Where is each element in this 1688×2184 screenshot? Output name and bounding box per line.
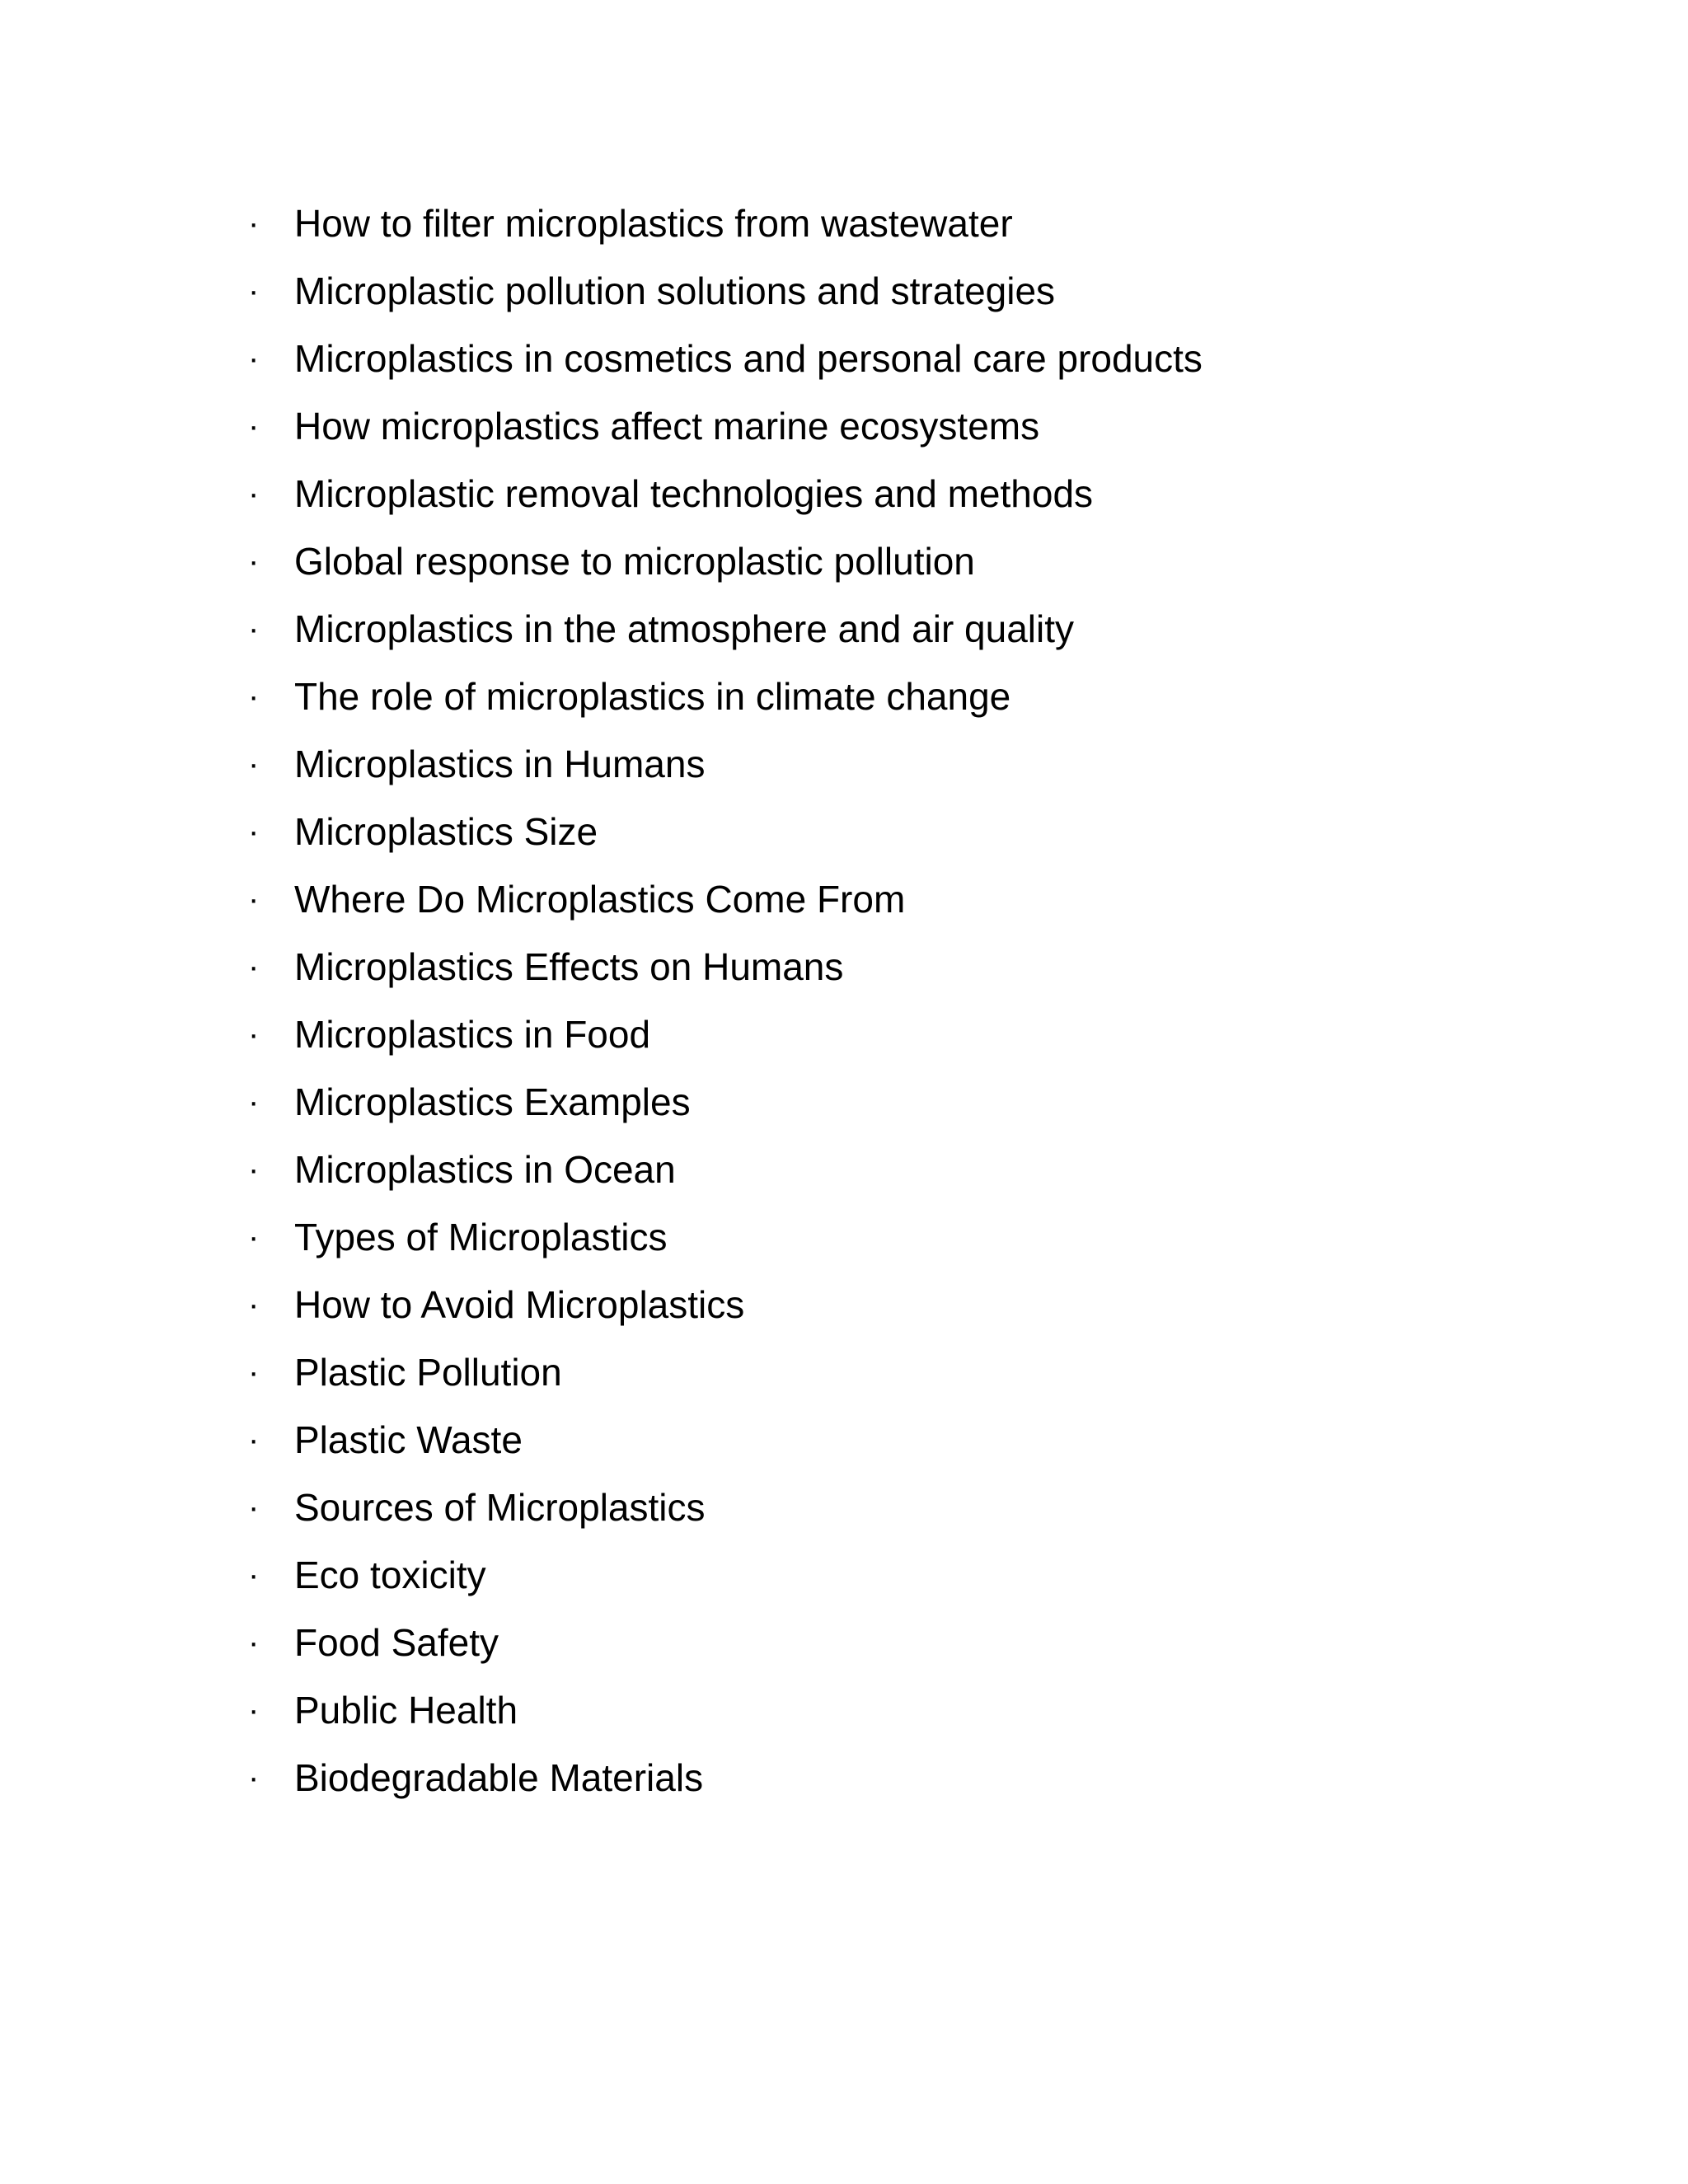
bullet-icon: · — [248, 1354, 260, 1390]
list-item — [243, 190, 1203, 257]
list-item — [243, 257, 1203, 325]
list-item — [243, 730, 1203, 798]
bullet-icon: · — [248, 1422, 260, 1458]
list-item-text: Microplastics in the atmosphere and air quality — [294, 607, 1075, 650]
list-item — [243, 865, 1203, 933]
bullet-icon: · — [248, 205, 260, 241]
list-item-text: Types of Microplastics — [294, 1216, 668, 1258]
list-item — [243, 325, 1203, 392]
bullet-icon: · — [248, 476, 260, 512]
bullet-icon: · — [248, 1624, 260, 1661]
list-item-text: Plastic Waste — [294, 1418, 523, 1461]
list-item-text: Food Safety — [294, 1621, 499, 1664]
bullet-icon: · — [248, 543, 260, 579]
list-item-text: Microplastics in Humans — [294, 743, 706, 785]
list-item-text: Microplastics in cosmetics and personal care products — [294, 337, 1203, 380]
bullet-icon: · — [248, 1016, 260, 1052]
list-item — [243, 1338, 1203, 1406]
list-item — [243, 595, 1203, 663]
bullet-icon: · — [248, 746, 260, 782]
bullet-icon: · — [248, 1084, 260, 1120]
bullet-icon: · — [248, 1286, 260, 1323]
list-item-text: Microplastics in Ocean — [294, 1148, 676, 1191]
bullet-icon: · — [248, 1692, 260, 1728]
bullet-icon: · — [248, 1489, 260, 1526]
list-item — [243, 1474, 1203, 1541]
bullet-icon: · — [248, 813, 260, 850]
bullet-icon: · — [248, 611, 260, 647]
list-item — [243, 1541, 1203, 1609]
list-item-text: How to Avoid Microplastics — [294, 1283, 745, 1326]
list-item-text: Eco toxicity — [294, 1554, 486, 1596]
list-item — [243, 1068, 1203, 1136]
list-item-text: How to filter microplastics from wastewater — [294, 202, 1013, 245]
list-item-text: Microplastics Effects on Humans — [294, 945, 844, 988]
bullet-icon: · — [248, 1219, 260, 1255]
list-item — [243, 1271, 1203, 1338]
list-item-text: Sources of Microplastics — [294, 1486, 706, 1529]
list-item — [243, 1609, 1203, 1676]
bullet-icon: · — [248, 949, 260, 985]
list-item-text: Microplastic removal technologies and methods — [294, 472, 1094, 515]
list-item-text: Microplastics in Food — [294, 1013, 651, 1056]
list-item — [243, 460, 1203, 527]
bullet-icon: · — [248, 1151, 260, 1188]
bullet-icon: · — [248, 881, 260, 917]
bullet-icon: · — [248, 340, 260, 377]
list-item — [243, 1676, 1203, 1744]
bullet-icon: · — [248, 273, 260, 309]
list-item — [243, 933, 1203, 1001]
bullet-icon: · — [248, 408, 260, 444]
list-item — [243, 1203, 1203, 1271]
list-item — [243, 1744, 1203, 1811]
list-item-text: Microplastics Examples — [294, 1080, 691, 1123]
bullet-list — [243, 190, 1203, 1811]
list-item — [243, 663, 1203, 730]
list-item — [243, 527, 1203, 595]
list-item — [243, 1001, 1203, 1068]
bullet-icon: · — [248, 1557, 260, 1593]
list-item — [243, 1406, 1203, 1474]
list-item-text: Public Health — [294, 1689, 518, 1732]
list-item-text: Microplastic pollution solutions and strategies — [294, 269, 1056, 312]
list-item — [243, 392, 1203, 460]
bullet-icon: · — [248, 678, 260, 715]
list-item-text: The role of microplastics in climate change — [294, 675, 1011, 718]
list-item-text: Where Do Microplastics Come From — [294, 878, 906, 921]
list-item-text: Global response to microplastic pollution — [294, 540, 975, 583]
list-item — [243, 1136, 1203, 1203]
list-item-text: Biodegradable Materials — [294, 1756, 704, 1799]
list-item — [243, 798, 1203, 865]
list-item-text: Microplastics Size — [294, 810, 598, 853]
bullet-icon: · — [248, 1760, 260, 1796]
list-item-text: How microplastics affect marine ecosystems — [294, 405, 1040, 448]
list-item-text: Plastic Pollution — [294, 1351, 562, 1394]
